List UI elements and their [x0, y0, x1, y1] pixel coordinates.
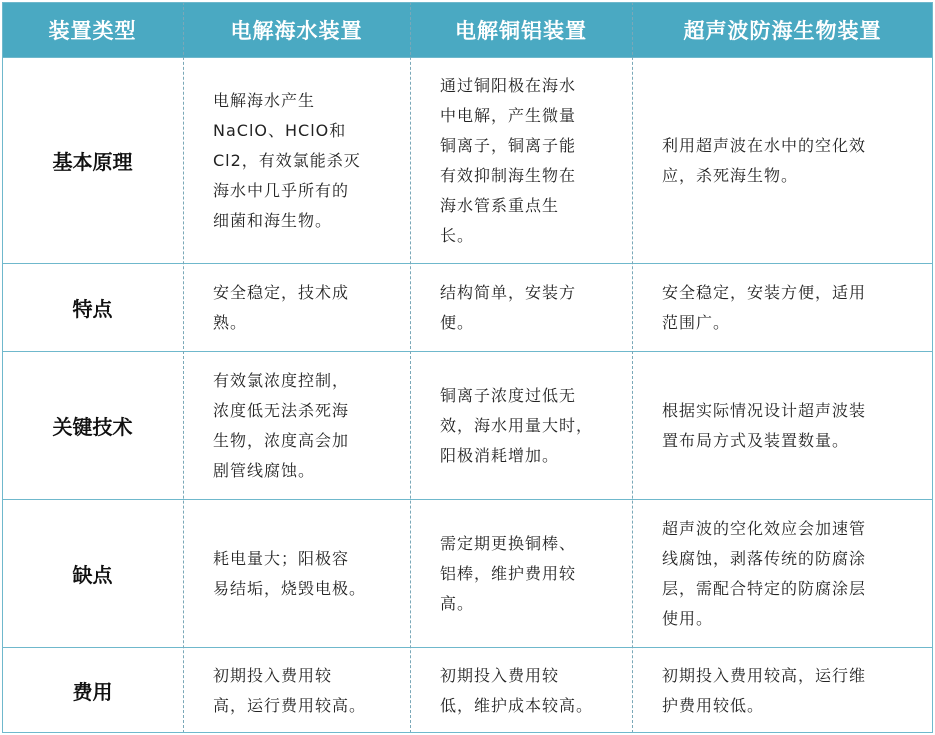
cell-keytech-ultrasonic: 根据实际情况设计超声波装 置布局方式及装置数量。	[662, 400, 867, 450]
cell-features-seawater: 安全稳定，技术成 熟。	[213, 282, 350, 332]
cell-disadvantages-ultrasonic: 超声波的空化效应会加速管 线腐蚀，剥落传统的防腐涂 层，需配合特定的防腐涂层 使用。	[662, 518, 867, 628]
cell-cost-copper: 初期投入费用较 低，维护成本较高。	[440, 665, 594, 715]
cell-cost-seawater: 初期投入费用较 高，运行费用较高。	[213, 665, 367, 715]
cell-features-ultrasonic: 安全稳定，安装方便，适用 范围广。	[662, 282, 867, 332]
header-electrolytic-seawater: 电解海水装置	[230, 18, 363, 43]
header-device-type: 装置类型	[48, 18, 137, 43]
header-electrolytic-copper-aluminum: 电解铜铝装置	[455, 18, 587, 43]
cell-features-copper: 结构简单，安装方 便。	[440, 282, 577, 332]
cell-principle-copper: 通过铜阳极在海水 中电解，产生微量 铜离子，铜离子能 有效抑制海生物在 海水管系重点生 长。	[440, 75, 577, 245]
cell-keytech-copper: 铜离子浓度过低无 效，海水用量大时， 阳极消耗增加。	[440, 385, 594, 465]
row-label-cost: 费用	[72, 680, 113, 704]
cell-principle-ultrasonic: 利用超声波在水中的空化效 应，杀死海生物。	[662, 135, 867, 185]
cell-disadvantages-seawater: 耗电量大；阳极容 易结垢，烧毁电极。	[213, 548, 367, 598]
cell-keytech-seawater: 有效氯浓度控制， 浓度低无法杀死海 生物，浓度高会加 剧管线腐蚀。	[213, 370, 350, 480]
header-ultrasonic-antifouling: 超声波防海生物装置	[683, 18, 882, 43]
cell-cost-ultrasonic: 初期投入费用较高，运行维 护费用较低。	[662, 665, 867, 715]
row-label-disadvantages: 缺点	[72, 563, 113, 587]
cell-disadvantages-copper: 需定期更换铜棒、 铝棒，维护费用较 高。	[440, 533, 577, 613]
row-label-principle: 基本原理	[52, 150, 133, 174]
cell-principle-seawater: 电解海水产生 NaClO、HClO和 Cl2，有效氯能杀灭 海水中几乎所有的 细菌和海生物。	[213, 90, 361, 230]
row-label-features: 特点	[72, 297, 113, 321]
row-label-key-technology: 关键技术	[52, 415, 133, 439]
comparison-table	[2, 2, 933, 733]
